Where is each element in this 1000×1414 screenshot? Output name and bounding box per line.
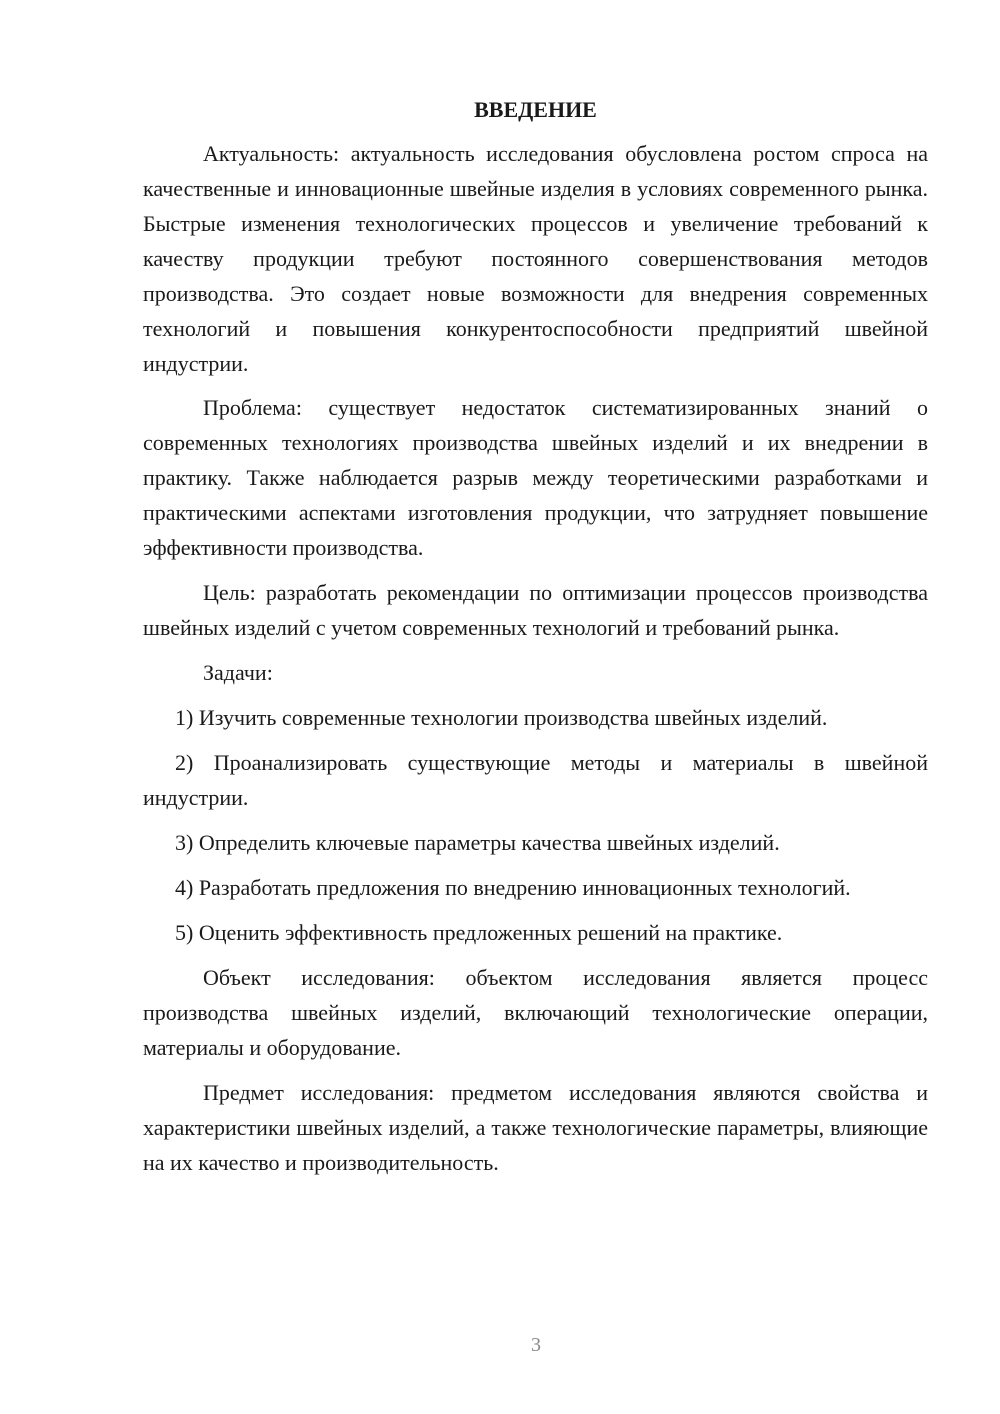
paragraph-relevance: Актуальность: актуальность исследования обусловлена ростом спроса на качественные и инновационные швейные изделия в условиях современного рынка. Быстрые изменения технологических процессов и увеличение требований к качеству продукции требуют постоянного совершенствования методов производства. Это создает новые возможности для внедрения современных технологий и повышения конкурентоспособности предприятий швейной индустрии.: [143, 141, 928, 376]
paragraph-problem: Проблема: существует недостаток систематизированных знаний о современных технологиях производства швейных изделий и их внедрении в практику. Также наблюдается разрыв между теоретическими разработками и практическими аспектами изготовления продукции, что затрудняет повышение эффективности производства.: [143, 395, 928, 560]
task-item-4: 4) Разработать предложения по внедрению инновационных технологий.: [175, 875, 851, 900]
task-item-2: 2) Проанализировать существующие методы и материалы в швейной индустрии.: [143, 750, 928, 810]
paragraph-object: Объект исследования: объектом исследования является процесс производства швейных изделий, включающий технологические операции, материалы и оборудование.: [143, 965, 928, 1060]
page-number: 3: [531, 1334, 541, 1356]
page-content: [143, 96, 928, 1190]
paragraph-goal: Цель: разработать рекомендации по оптимизации процессов производства швейных изделий с учетом современных технологий и требований рынка.: [143, 580, 928, 640]
paragraph-subject: Предмет исследования: предметом исследования являются свойства и характеристики швейных изделий, а также технологические параметры, влияющие на их качество и производительность.: [143, 1080, 928, 1175]
task-item-5: 5) Оценить эффективность предложенных решений на практике.: [175, 920, 783, 945]
tasks-heading: Задачи:: [203, 660, 273, 685]
task-item-1: 1) Изучить современные технологии производства швейных изделий.: [175, 705, 828, 730]
section-title: ВВЕДЕНИЕ: [474, 97, 597, 122]
task-item-3: 3) Определить ключевые параметры качества швейных изделий.: [175, 830, 780, 855]
